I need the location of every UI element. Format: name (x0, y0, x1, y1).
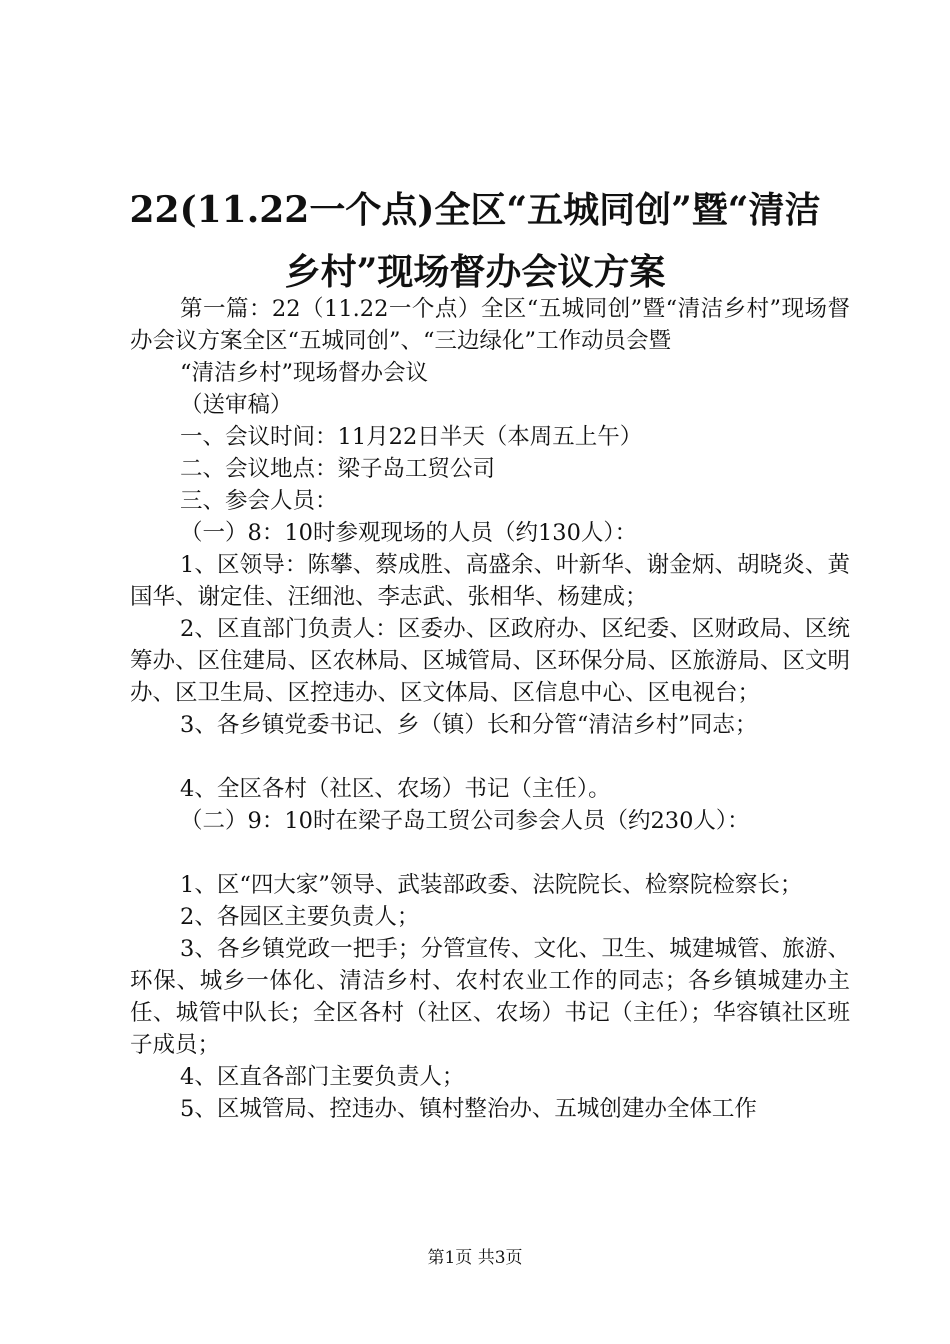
paragraph-item-staff: 5、区城管局、控违办、镇村整治办、五城创建办全体工作 (180, 1096, 757, 1122)
page-number-footer: 第1页 共3页 (427, 1248, 523, 1268)
document-title-line-1: 22(11.22一个点)全区“五城同创”暨“清洁 (129, 189, 821, 231)
blank-line (130, 837, 850, 869)
paragraph-attendees-heading: 三、参会人员： (180, 488, 338, 514)
paragraph-meeting-place: 二、会议地点：梁子岛工贸公司 (180, 456, 496, 482)
paragraph-section-one: （一）8：10时参观现场的人员（约130人）： (180, 520, 638, 546)
paragraph-item-department-heads: 2、区直部门负责人：区委办、区政府办、区纪委、区财政局、区统筹办、区住建局、区农林局、区城管局、区环保分局、区旅游局、区文明办、区卫生局、区控违办、区文体局、区信息中心、区电视台； (130, 616, 851, 706)
paragraph-item-department-chiefs: 4、区直各部门主要负责人； (180, 1064, 465, 1090)
document-title-line-2: 乡村”现场督办会议方案 (284, 251, 666, 293)
paragraph-chapter-intro: 第一篇：22（11.22一个点）全区“五城同创”暨“清洁乡村”现场督办会议方案全区“五城同创”、“三边绿化”工作动员会暨 (130, 296, 850, 354)
paragraph-item-four-leaders: 1、区“四大家”领导、武装部政委、法院院长、检察院检察长； (180, 872, 803, 898)
paragraph-item-township-leaders: 3、各乡镇党政一把手；分管宣传、文化、卫生、城建城管、旅游、环保、城乡一体化、清洁乡村、农村农业工作的同志；各乡镇城建办主任、城管中队长；全区各村（社区、农场）书记（主任）；华容镇社区班子成员； (130, 936, 850, 1058)
paragraph-item-township-secretaries: 3、各乡镇党委书记、乡（镇）长和分管“清洁乡村”同志； (180, 712, 758, 738)
paragraph-section-two: （二）9：10时在梁子岛工贸公司参会人员（约230人）： (180, 808, 750, 834)
paragraph-item-district-leaders: 1、区领导：陈攀、蔡成胜、高盛余、叶新华、谢金炳、胡晓炎、黄国华、谢定佳、汪细池、李志武、张相华、杨建成； (130, 552, 850, 610)
document-body (130, 293, 850, 1125)
paragraph-item-village-secretaries: 4、全区各村（社区、农场）书记（主任）。 (180, 776, 611, 802)
paragraph-meeting-time: 一、会议时间：11月22日半天（本周五上午） (180, 424, 643, 450)
paragraph-meeting-name: “清洁乡村”现场督办会议 (180, 360, 429, 386)
blank-line (130, 741, 850, 773)
paragraph-item-park-heads: 2、各园区主要负责人； (180, 904, 420, 930)
paragraph-draft-note: （送审稿） (180, 392, 293, 418)
